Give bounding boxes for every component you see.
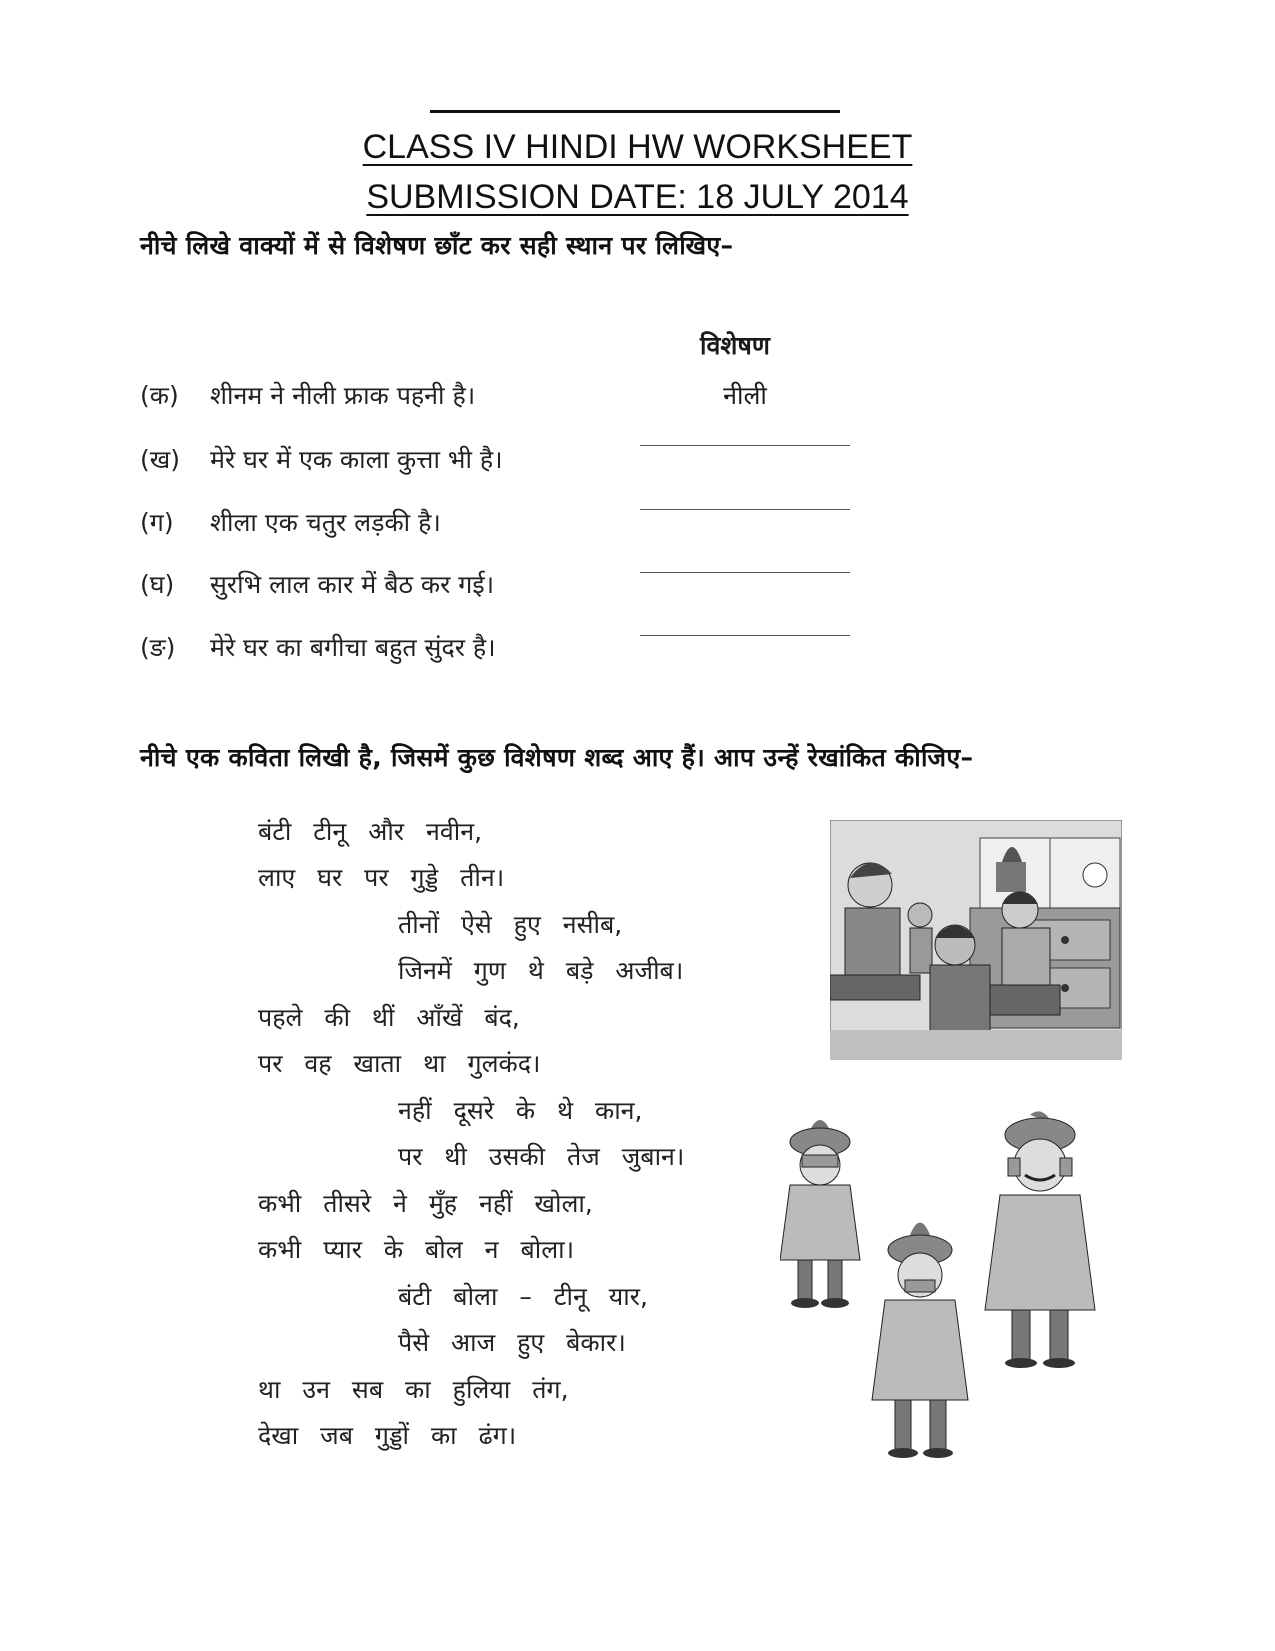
poem-line: कभी तीसरे ने मुँह नहीं खोला, [258, 1189, 593, 1218]
answer-filled: नीली [723, 381, 767, 410]
children-with-dolls-illustration [830, 820, 1122, 1060]
three-puppets-illustration [780, 1110, 1140, 1490]
poem-line: बंटी टीनू और नवीन, [258, 817, 483, 846]
poem-line: नहीं दूसरे के थे कान, [398, 1096, 643, 1125]
answer-blank[interactable] [640, 572, 850, 573]
top-rule [430, 110, 840, 113]
question-row [140, 378, 475, 412]
puppet-covering-mouth [872, 1223, 968, 1459]
question-text: सुरभि लाल कार में बैठ कर गई। [210, 570, 495, 599]
submission-date: SUBMISSION DATE: 18 JULY 2014 [366, 178, 909, 216]
puppet-covering-eyes [780, 1120, 860, 1308]
question-row [140, 630, 496, 664]
poem-line: था उन सब का हुलिया तंग, [258, 1375, 569, 1404]
poem-line: लाए घर पर गुड्डे तीन। [258, 863, 505, 892]
poem-line: पैसे आज हुए बेकार। [398, 1328, 626, 1357]
question-row [140, 505, 441, 539]
poem-line: पर वह खाता था गुलकंद। [258, 1049, 541, 1078]
question-text: शीला एक चतुर लड़की है। [210, 508, 441, 537]
question-text: मेरे घर का बगीचा बहुत सुंदर है। [210, 633, 496, 662]
poem-line: कभी प्यार के बोल न बोला। [258, 1235, 575, 1264]
section2-instruction: नीचे एक कविता लिखी है, जिसमें कुछ विशेषण शब्द आए हैं। आप उन्हें रेखांकित कीजिए– [140, 743, 974, 772]
question-text: मेरे घर में एक काला कुत्ता भी है। [210, 445, 503, 474]
puppet-covering-ears [985, 1111, 1095, 1368]
answer-blank[interactable] [640, 509, 850, 510]
question-mark: (ख) [140, 445, 180, 474]
adjective-column-heading: विशेषण [700, 331, 770, 360]
poem-line: बंटी बोला – टीनू यार, [398, 1282, 648, 1311]
answer-blank[interactable] [640, 635, 850, 636]
poem-line: देखा जब गुड्डों का ढंग। [258, 1421, 517, 1450]
poem-line: पर थी उसकी तेज जुबान। [398, 1142, 685, 1171]
poem-line: तीनों ऐसे हुए नसीब, [398, 910, 623, 939]
question-mark: (ग) [140, 508, 174, 537]
question-text: शीनम ने नीली फ्राक पहनी है। [210, 381, 476, 410]
question-row [140, 567, 494, 601]
poem-line: जिनमें गुण थे बड़े अजीब। [398, 956, 684, 985]
section1-instruction: नीचे लिखे वाक्यों में से विशेषण छाँट कर सही स्थान पर लिखिए– [140, 231, 734, 260]
answer-blank[interactable] [640, 445, 850, 446]
question-mark: (ङ) [140, 633, 176, 662]
question-mark: (घ) [140, 570, 175, 599]
worksheet-title: CLASS IV HINDI HW WORKSHEET [362, 128, 913, 166]
question-row [140, 442, 503, 476]
poem-line: पहले की थीं आँखें बंद, [258, 1003, 520, 1032]
question-mark: (क) [140, 381, 179, 410]
